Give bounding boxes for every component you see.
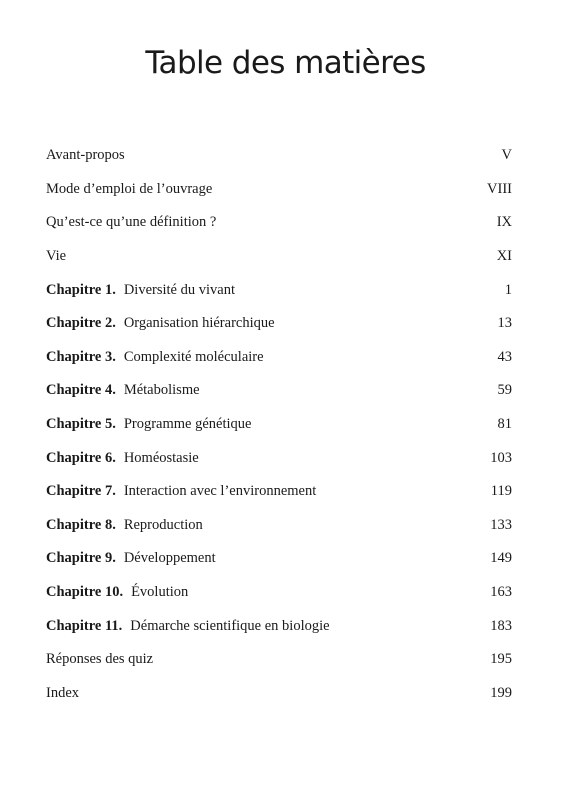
toc-entry-label: Index [46, 684, 80, 701]
toc-entry-label: Interaction avec l’environnement [123, 483, 317, 500]
page-number: IX [496, 214, 512, 231]
chapter-number: Chapitre 5. [46, 416, 116, 433]
page-number: 59 [497, 382, 512, 399]
table-of-contents [46, 139, 512, 710]
toc-entry-title [46, 248, 66, 265]
toc-entry-title [46, 517, 203, 534]
chapter-number: Chapitre 9. [46, 550, 116, 567]
toc-entry-label: Organisation hiérarchique [123, 315, 275, 332]
page-number: 1 [504, 281, 512, 298]
toc-entry[interactable] [46, 441, 512, 475]
toc-entry-label: Avant-propos [46, 147, 125, 164]
toc-entry-label: Évolution [131, 584, 189, 601]
toc-entry-label: Démarche scientifique en biologie [130, 617, 330, 634]
toc-entry[interactable] [46, 374, 512, 408]
page-number: 195 [490, 651, 512, 668]
toc-entry-title [46, 315, 275, 332]
page-number: 119 [490, 483, 512, 500]
toc-entry-label: Diversité du vivant [123, 281, 235, 298]
toc-entry[interactable] [46, 677, 512, 711]
page-number: V [501, 147, 512, 164]
toc-entry-label: Mode d’emploi de l’ouvrage [46, 180, 213, 197]
page-number: 81 [497, 416, 512, 433]
page-number: 13 [497, 315, 512, 332]
toc-entry-title [46, 282, 235, 299]
toc-entry-title [46, 181, 212, 198]
toc-entry[interactable] [46, 206, 512, 240]
toc-entry-label: Reproduction [123, 516, 203, 533]
toc-entry[interactable] [46, 173, 512, 207]
chapter-number: Chapitre 8. [46, 516, 116, 533]
toc-entry-title [46, 483, 316, 500]
chapter-number: Chapitre 7. [46, 483, 116, 500]
toc-entry-label: Développement [123, 550, 216, 567]
toc-entry-title [46, 685, 79, 702]
toc-entry[interactable] [46, 576, 512, 610]
toc-entry-title [46, 147, 125, 164]
toc-entry-title [46, 349, 264, 366]
toc-entry-title [46, 214, 216, 231]
page-number: 183 [490, 617, 512, 634]
toc-entry-label: Complexité moléculaire [123, 348, 264, 365]
page-number: 199 [490, 684, 512, 701]
toc-entry[interactable] [46, 609, 512, 643]
toc-entry[interactable] [46, 542, 512, 576]
toc-entry[interactable] [46, 307, 512, 341]
page-number: 133 [490, 516, 512, 533]
chapter-number: Chapitre 6. [46, 449, 116, 466]
page-number: XI [496, 248, 512, 265]
toc-entry[interactable] [46, 240, 512, 274]
toc-entry-label: Métabolisme [123, 382, 200, 399]
toc-entry-label: Vie [46, 248, 67, 265]
chapter-number: Chapitre 11. [46, 617, 123, 634]
page-number: VIII [487, 180, 512, 197]
toc-entry-title [46, 450, 199, 467]
toc-entry[interactable] [46, 139, 512, 173]
chapter-number: Chapitre 10. [46, 584, 124, 601]
toc-entry[interactable] [46, 341, 512, 375]
toc-entry-label: Réponses des quiz [46, 651, 154, 668]
toc-entry-title [46, 382, 200, 399]
toc-entry-title [46, 550, 216, 567]
page-number: 149 [490, 550, 512, 567]
toc-entry[interactable] [46, 643, 512, 677]
toc-entry-label: Homéostasie [123, 449, 199, 466]
toc-entry-title [46, 416, 251, 433]
chapter-number: Chapitre 3. [46, 348, 116, 365]
chapter-number: Chapitre 1. [46, 281, 116, 298]
toc-entry-title [46, 584, 188, 601]
chapter-number: Chapitre 2. [46, 315, 116, 332]
page-number: 163 [490, 584, 512, 601]
toc-entry-title [46, 651, 153, 668]
toc-entry-label: Programme génétique [123, 416, 252, 433]
toc-entry[interactable] [46, 273, 512, 307]
page-title: Table des matières [145, 45, 426, 81]
chapter-number: Chapitre 4. [46, 382, 116, 399]
toc-entry-title [46, 618, 330, 635]
toc-entry-label: Qu’est-ce qu’une définition ? [46, 214, 217, 231]
toc-entry[interactable] [46, 408, 512, 442]
toc-entry[interactable] [46, 475, 512, 509]
page-number: 43 [497, 348, 512, 365]
toc-entry[interactable] [46, 509, 512, 543]
page-number: 103 [490, 449, 512, 466]
